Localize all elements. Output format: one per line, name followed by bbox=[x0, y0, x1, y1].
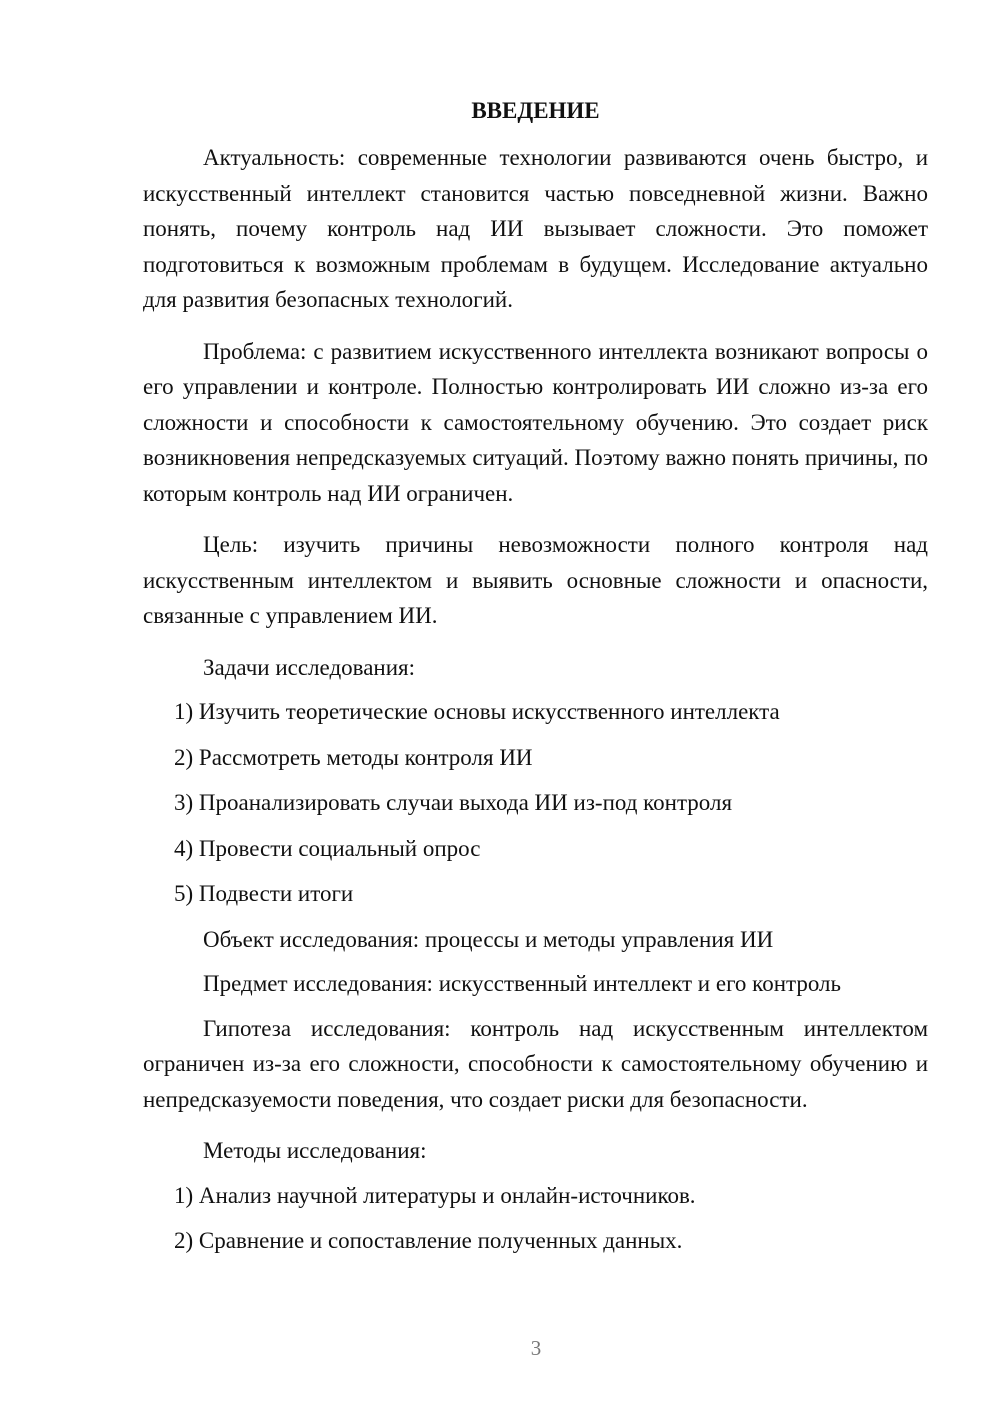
list-item: 1) Анализ научной литературы и онлайн-источников. bbox=[174, 1182, 696, 1208]
list-item: 1) Изучить теоретические основы искусственного интеллекта bbox=[174, 699, 780, 724]
list-item: 3) Проанализировать случаи выхода ИИ из-под контроля bbox=[174, 790, 733, 815]
tasks-heading: Задачи исследования: bbox=[203, 654, 416, 680]
paragraph-problem: Проблема: с развитием искусственного интеллекта возникают вопросы о его управлении и контроле. Полностью контролировать ИИ сложно из-за его сложности и способности к самостоятельному обучению. Это создает риск возникновения непредсказуемых ситуаций. Поэтому важно понять причины, по которым контроль над ИИ ограничен. bbox=[143, 338, 928, 506]
methods-list bbox=[143, 1178, 928, 1259]
section-title: ВВЕДЕНИЕ bbox=[471, 98, 600, 123]
paragraph-subject: Предмет исследования: искусственный интеллект и его контроль bbox=[203, 971, 841, 996]
list-item: 5) Подвести итоги bbox=[174, 881, 354, 906]
paragraph-object: Объект исследования: процессы и методы управления ИИ bbox=[203, 926, 774, 952]
paragraph-relevance: Актуальность: современные технологии развиваются очень быстро, и искусственный интеллект становится частью повседневной жизни. Важно понять, почему контроль над ИИ вызывает сложности. Это поможет подготовиться к возможным проблемам в будущем. Исследование актуально для развития безопасных технологий. bbox=[143, 145, 928, 312]
methods-heading: Методы исследования: bbox=[203, 1138, 427, 1163]
paragraph-goal: Цель: изучить причины невозможности полного контроля над искусственным интеллектом и выявить основные сложности и опасности, связанные с управлением ИИ. bbox=[143, 532, 928, 628]
list-item: 2) Рассмотреть методы контроля ИИ bbox=[174, 744, 533, 770]
page-content bbox=[143, 95, 928, 1269]
tasks-list bbox=[143, 694, 928, 912]
page-number: 3 bbox=[530, 1336, 542, 1360]
list-item: 4) Провести социальный опрос bbox=[174, 835, 481, 861]
paragraph-hypothesis: Гипотеза исследования: контроль над искусственным интеллектом ограничен из-за его сложности, способности к самостоятельному обучению и непредсказуемости поведения, что создает риски для безопасности. bbox=[143, 1015, 928, 1112]
list-item: 2) Сравнение и сопоставление полученных данных. bbox=[174, 1228, 683, 1253]
